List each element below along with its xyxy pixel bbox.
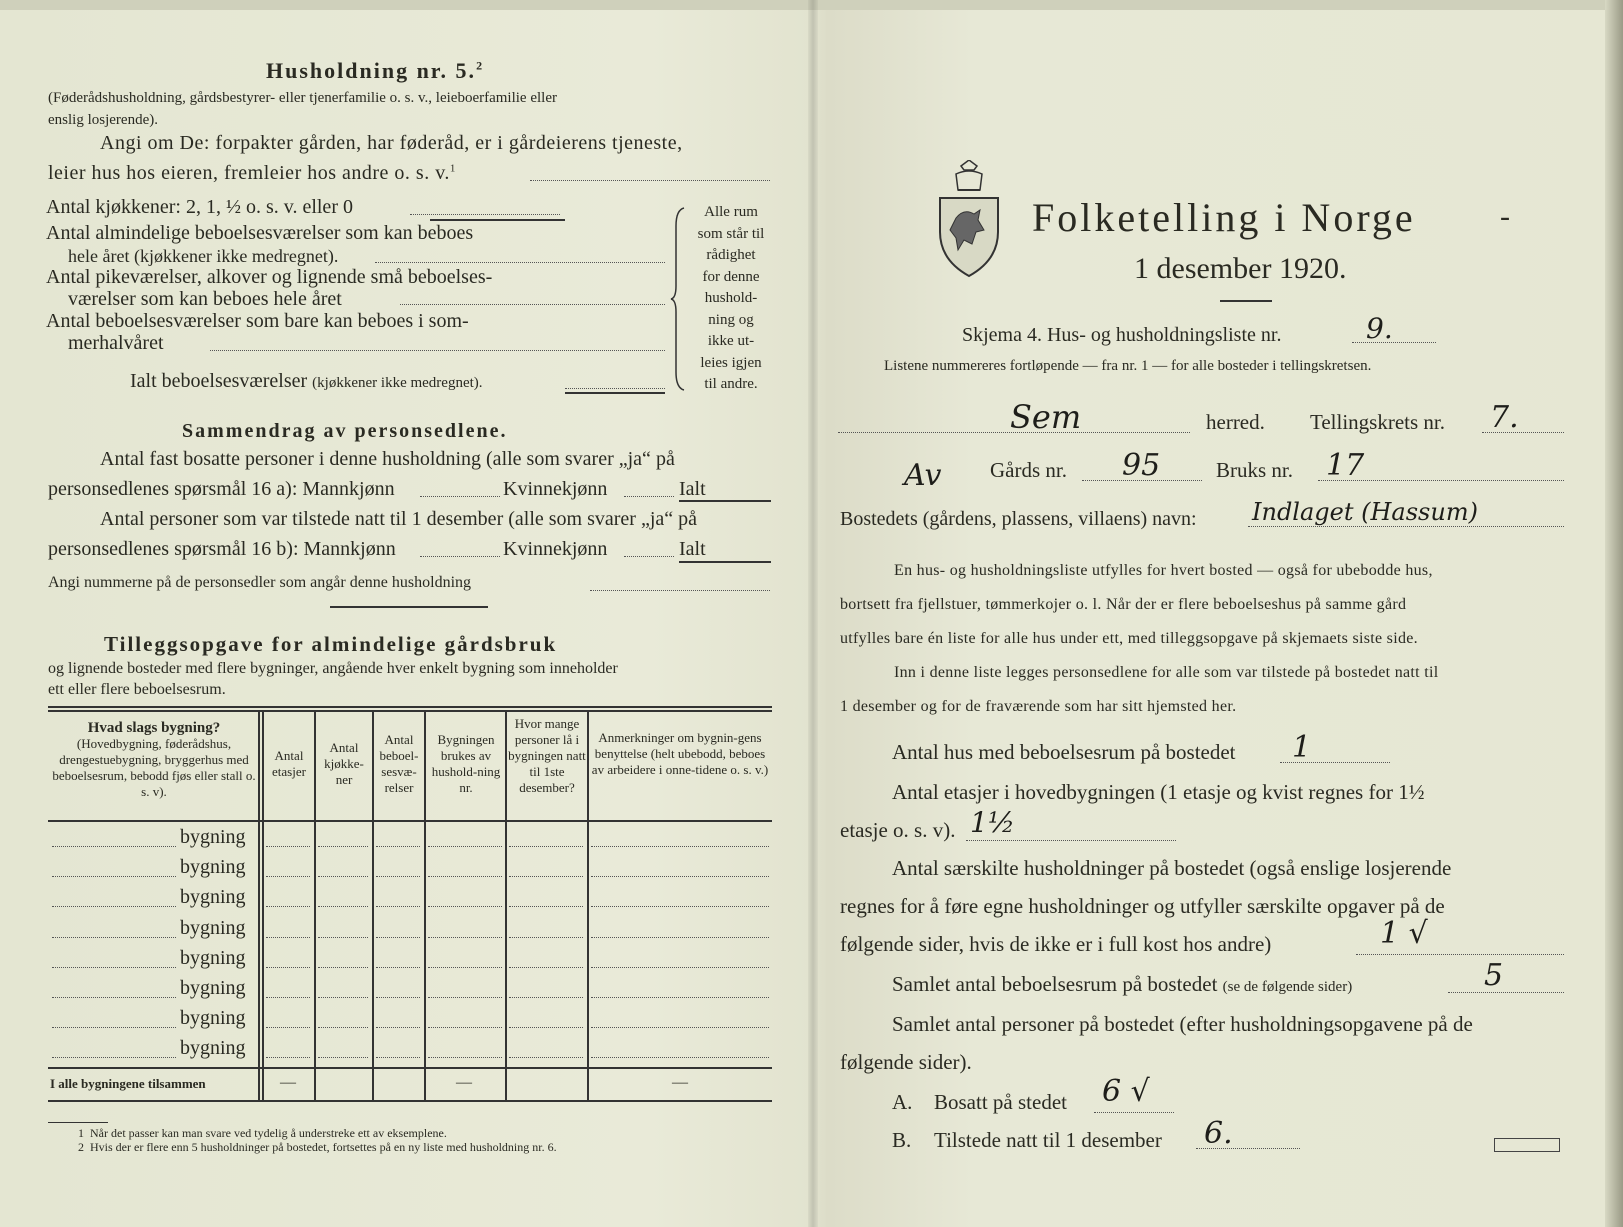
building-row-cell[interactable]	[428, 997, 502, 998]
angi-answer-line[interactable]	[530, 180, 770, 181]
building-row-label: bygning	[180, 1007, 246, 1030]
building-row-cell[interactable]	[376, 846, 420, 847]
q-hush-line2: regnes for å føre egne husholdninger og utfyller særskilte opgaver på de	[840, 894, 1445, 918]
building-row-cell[interactable]	[591, 937, 769, 938]
building-row-line[interactable]	[52, 997, 176, 998]
samm-kvinne2-label: Kvinnekjønn	[503, 538, 608, 560]
total-husholdning-dash: —	[456, 1074, 472, 1091]
para1-line2: bortsett fra fjellstuer, tømmerkojer o. l. Når der er flere beboelseshus på samme gård	[840, 596, 1407, 613]
building-row-cell[interactable]	[266, 997, 310, 998]
building-row-cell[interactable]	[266, 1057, 310, 1058]
angi-line2: leier hus hos eieren, fremleier hos andre o. s. v.$^1$	[48, 162, 456, 184]
footnote-1: 1 Når det passer kan man svare ved tydelig å understreke ett av eksemplene.	[78, 1126, 447, 1140]
building-row-label: bygning	[180, 1037, 246, 1060]
building-row-label: bygning	[180, 886, 246, 909]
building-row-cell[interactable]	[428, 876, 502, 877]
building-row-cell[interactable]	[428, 906, 502, 907]
pike-answer-line[interactable]	[400, 304, 665, 305]
alm-answer-line[interactable]	[375, 262, 665, 263]
q-pers-line2: følgende sider).	[840, 1050, 972, 1074]
angi-nummerne-line[interactable]	[590, 590, 770, 591]
q-rum-answer-line[interactable]	[1448, 992, 1564, 993]
title-divider	[1220, 300, 1272, 302]
samm-mann2-line[interactable]	[420, 556, 500, 557]
building-row-cell[interactable]	[509, 997, 583, 998]
form-date: 1 desember 1920.	[1134, 252, 1347, 285]
samm-ialt2-label: Ialt	[679, 538, 706, 560]
building-row-cell[interactable]	[318, 876, 368, 877]
building-row-label: bygning	[180, 977, 246, 999]
building-row-cell[interactable]	[376, 967, 420, 968]
samm-line4: personsedlenes spørsmål 16 b): Mannkjønn	[48, 538, 396, 560]
q-etasjer-answer-line[interactable]	[966, 840, 1176, 841]
col-kjokkener: Antal kjøkke-ner	[324, 740, 364, 787]
q-hus: Antal hus med beboelsesrum på bostedet	[892, 740, 1236, 764]
q-etasjer-line1: Antal etasjer i hovedbygningen (1 etasje og kvist regnes for 1½	[892, 780, 1425, 804]
section-divider	[330, 606, 488, 608]
building-row-label: bygning	[180, 916, 246, 939]
samm-line3: Antal personer som var tilstede natt til 1 desember (alle som svarer „ja“ på	[100, 508, 698, 530]
samm-ialt-label: Ialt	[679, 478, 706, 500]
building-row-line[interactable]	[52, 906, 176, 907]
b-label: B.	[892, 1128, 912, 1152]
herred-value: Sem	[1010, 398, 1082, 436]
herred-label: herred.	[1206, 410, 1265, 434]
q-hus-value: 1	[1292, 730, 1312, 765]
building-row-line[interactable]	[52, 1057, 176, 1058]
building-row-cell[interactable]	[318, 967, 368, 968]
gards-label: Gårds nr.	[990, 458, 1067, 482]
b-text: Tilstede natt til 1 desember	[934, 1128, 1162, 1152]
samm-ialt-underline	[679, 500, 771, 502]
total-anmerk-dash: —	[672, 1074, 688, 1091]
title-dash: -	[1500, 200, 1510, 233]
building-row-cell[interactable]	[318, 937, 368, 938]
building-row-cell[interactable]	[591, 876, 769, 877]
b-value: 6.	[1204, 1116, 1233, 1151]
para1-line1: En hus- og husholdningsliste utfylles for hvert bosted — også for ubebodde hus,	[894, 562, 1433, 579]
q-som-line1: Antal beboelsesværelser som bare kan beboes i som-	[46, 310, 469, 332]
q-som-line2: merhalvåret	[68, 332, 164, 354]
samm-line2: personsedlenes spørsmål 16 a): Mannkjønn	[48, 478, 395, 500]
page-right-edge	[1605, 0, 1623, 1227]
building-row-label: bygning	[180, 946, 246, 969]
a-text: Bosatt på stedet	[934, 1090, 1067, 1114]
samm-kvinne2-line[interactable]	[624, 556, 674, 557]
building-row-cell[interactable]	[266, 1027, 310, 1028]
angi-line1: Angi om De: forpakter gården, har føderåd, er i gårdeierens tjeneste,	[100, 132, 683, 154]
building-row-line[interactable]	[52, 876, 176, 877]
para2-line2: 1 desember og for de fraværende som har sitt hjemsted her.	[840, 698, 1237, 715]
para2-line1: Inn i denne liste legges personsedlene for alle som var tilstede på bostedet natt til	[894, 664, 1439, 681]
gards-value: 95	[1122, 448, 1161, 483]
building-row-cell[interactable]	[318, 1027, 368, 1028]
tellingskrets-value: 7.	[1490, 400, 1519, 435]
building-row-cell[interactable]	[266, 846, 310, 847]
col-building-type: Hvad slags bygning? (Hovedbygning, føderådshus, drengestuebygning, bryggerhus med beboelsesrum, bebodd fjøs eller stall o. s. v).	[52, 720, 256, 799]
col-personer: Hvor mange personer lå i bygningen natt til 1ste desember?	[508, 716, 586, 795]
total-label: I alle bygningene tilsammen	[50, 1076, 206, 1091]
col-anmerkninger: Anmerkninger om bygnin-gens benyttelse (helt ubebodd, beboes av arbeidere i onne-tidene o. s. v.)	[591, 730, 769, 777]
building-row-cell[interactable]	[376, 1057, 420, 1058]
building-row-line[interactable]	[52, 1027, 176, 1028]
para1-line3: utfylles bare én liste for alle hus under ett, med tilleggsopgave på skjemaets siste side.	[840, 630, 1418, 647]
building-row-cell[interactable]	[509, 846, 583, 847]
building-row-cell[interactable]	[591, 1027, 769, 1028]
building-row-cell[interactable]	[428, 1057, 502, 1058]
building-row-cell[interactable]	[376, 997, 420, 998]
q-pers-line1: Samlet antal personer på bostedet (efter husholdningsopgavene på de	[892, 1012, 1473, 1036]
building-row-line[interactable]	[52, 846, 176, 847]
household-note-line2: enslig losjerende).	[48, 112, 158, 128]
total-etasjer-dash: —	[280, 1074, 296, 1091]
bruks-label: Bruks nr.	[1216, 458, 1294, 482]
kjokkener-underline	[430, 219, 565, 221]
building-row-cell[interactable]	[591, 967, 769, 968]
building-row-cell[interactable]	[266, 906, 310, 907]
tillegg-line1: og lignende bosteder med flere bygninger, angående hver enkelt bygning som inneholder	[48, 660, 618, 677]
col-beboelsesvaerelser: Antal beboel-sesvæ-relser	[379, 732, 419, 795]
tillegg-title: Tilleggsopgave for almindelige gårdsbruk	[104, 632, 558, 656]
center-fold	[808, 0, 818, 1227]
q-alm-line2: hele året (kjøkkener ikke medregnet).	[68, 246, 339, 266]
q-kjokkener: Antal kjøkkener: 2, 1, ½ o. s. v. eller 0	[46, 196, 353, 218]
angi-nummerne: Angi nummerne på de personsedler som angår denne husholdning	[48, 574, 472, 591]
tillegg-line2: ett eller flere beboelsesrum.	[48, 681, 226, 698]
samm-kvinne-line[interactable]	[624, 496, 674, 497]
building-row-cell[interactable]	[591, 997, 769, 998]
building-row-cell[interactable]	[509, 1027, 583, 1028]
q-rum: Samlet antal beboelsesrum på bostedet (se de følgende sider)	[892, 972, 1353, 996]
norway-coat-of-arms-icon	[934, 160, 1004, 280]
q-hush-value: 1 √	[1380, 916, 1428, 951]
skjema-value: 9.	[1366, 312, 1393, 345]
q-pike-line1: Antal pikeværelser, alkover og lignende små beboelses-	[46, 266, 493, 288]
ialt-underline	[565, 392, 665, 394]
ialt-answer-line[interactable]	[565, 388, 665, 389]
brace-icon	[670, 206, 690, 392]
building-row-cell[interactable]	[266, 937, 310, 938]
building-row-line[interactable]	[52, 967, 176, 968]
building-row-cell[interactable]	[428, 1027, 502, 1028]
kjokkener-dots	[410, 214, 560, 215]
building-row-label: bygning	[180, 826, 246, 848]
building-row-cell[interactable]	[509, 967, 583, 968]
samm-ialt2-underline	[679, 561, 771, 563]
building-row-cell[interactable]	[428, 967, 502, 968]
footnote-rule	[48, 1122, 108, 1123]
building-row-cell[interactable]	[591, 846, 769, 847]
building-row-cell[interactable]	[318, 846, 368, 847]
tellingskrets-label: Tellingskrets nr.	[1310, 410, 1446, 434]
q-hush-line3: følgende sider, hvis de ikke er i full kost hos andre)	[840, 932, 1272, 956]
printer-stamp	[1494, 1138, 1560, 1152]
skjema-label: Skjema 4. Hus- og husholdningsliste nr.	[962, 324, 1282, 346]
skjema-line[interactable]	[1352, 342, 1436, 343]
building-row-cell[interactable]	[376, 906, 420, 907]
q-etasjer-value: 1½	[970, 806, 1015, 839]
household-note-line1: (Føderådshusholdning, gårdsbestyrer- eller tjenerfamilie o. s. v., leieboerfamilie eller	[48, 90, 557, 106]
brace-note: Alle rum som står til rådighet for denne hushold- ning og ikke ut- leies igjen til andre.	[697, 204, 765, 392]
bosted-line[interactable]	[1248, 526, 1564, 527]
listene-note: Listene nummereres fortløpende — fra nr. 1 — for alle bosteder i tellingskretsen.	[884, 358, 1372, 374]
building-row-cell[interactable]	[266, 876, 310, 877]
building-row-cell[interactable]	[376, 937, 420, 938]
building-row-cell[interactable]	[318, 1057, 368, 1058]
building-row-cell[interactable]	[376, 876, 420, 877]
building-row-cell[interactable]	[428, 937, 502, 938]
household-title: Husholdning nr. 5.$^2$	[266, 58, 485, 83]
building-row-cell[interactable]	[509, 876, 583, 877]
footnote-2: 2 Hvis der er flere enn 5 husholdninger på bostedet, fortsettes på en ny liste med husholdning nr. 6.	[78, 1140, 557, 1154]
bruks-value: 17	[1326, 448, 1365, 483]
samm-mann-line[interactable]	[420, 496, 500, 497]
som-answer-line[interactable]	[210, 350, 665, 351]
samm-line1: Antal fast bosatte personer i denne husholdning (alle som svarer „ja“ på	[100, 448, 675, 470]
building-row-line[interactable]	[52, 937, 176, 938]
q-pike-line2: værelser som kan beboes hele året	[68, 288, 342, 310]
q-etasjer-line2: etasje o. s. v).	[840, 818, 956, 842]
q-hush-line1: Antal særskilte husholdninger på bostedet (også enslige losjerende	[892, 856, 1452, 880]
gards-prefix: Av	[904, 458, 942, 493]
building-row-cell[interactable]	[509, 1057, 583, 1058]
q-hush-answer-line[interactable]	[1356, 954, 1564, 955]
building-row-cell[interactable]	[509, 906, 583, 907]
building-row-cell[interactable]	[428, 846, 502, 847]
form-title: Folketelling i Norge	[1032, 195, 1416, 240]
building-row-cell[interactable]	[376, 1027, 420, 1028]
bosted-label: Bostedets (gårdens, plassens, villaens) navn:	[840, 508, 1197, 530]
building-row-cell[interactable]	[591, 1057, 769, 1058]
samm-kvinne-label: Kvinnekjønn	[503, 478, 608, 500]
col-etasjer: Antal etasjer	[272, 748, 306, 779]
bosted-value: Indlaget (Hassum)	[1252, 498, 1478, 526]
q-ialt: Ialt beboelsesværelser (kjøkkener ikke medregnet).	[130, 370, 483, 392]
a-label: A.	[892, 1090, 913, 1114]
building-row-label: bygning	[180, 856, 246, 879]
building-row-cell[interactable]	[509, 937, 583, 938]
building-row-cell[interactable]	[318, 906, 368, 907]
building-row-cell[interactable]	[266, 967, 310, 968]
col-husholdning: Bygningen brukes av hushold-ning nr.	[431, 732, 501, 795]
building-row-cell[interactable]	[591, 906, 769, 907]
a-value: 6 √	[1102, 1074, 1150, 1109]
sammendrag-title: Sammendrag av personsedlene.	[182, 420, 508, 442]
q-rum-value: 5	[1484, 958, 1504, 993]
a-answer-line[interactable]	[1094, 1112, 1174, 1113]
q-alm-line1: Antal almindelige beboelsesværelser som kan beboes	[46, 222, 474, 244]
building-row-cell[interactable]	[318, 997, 368, 998]
